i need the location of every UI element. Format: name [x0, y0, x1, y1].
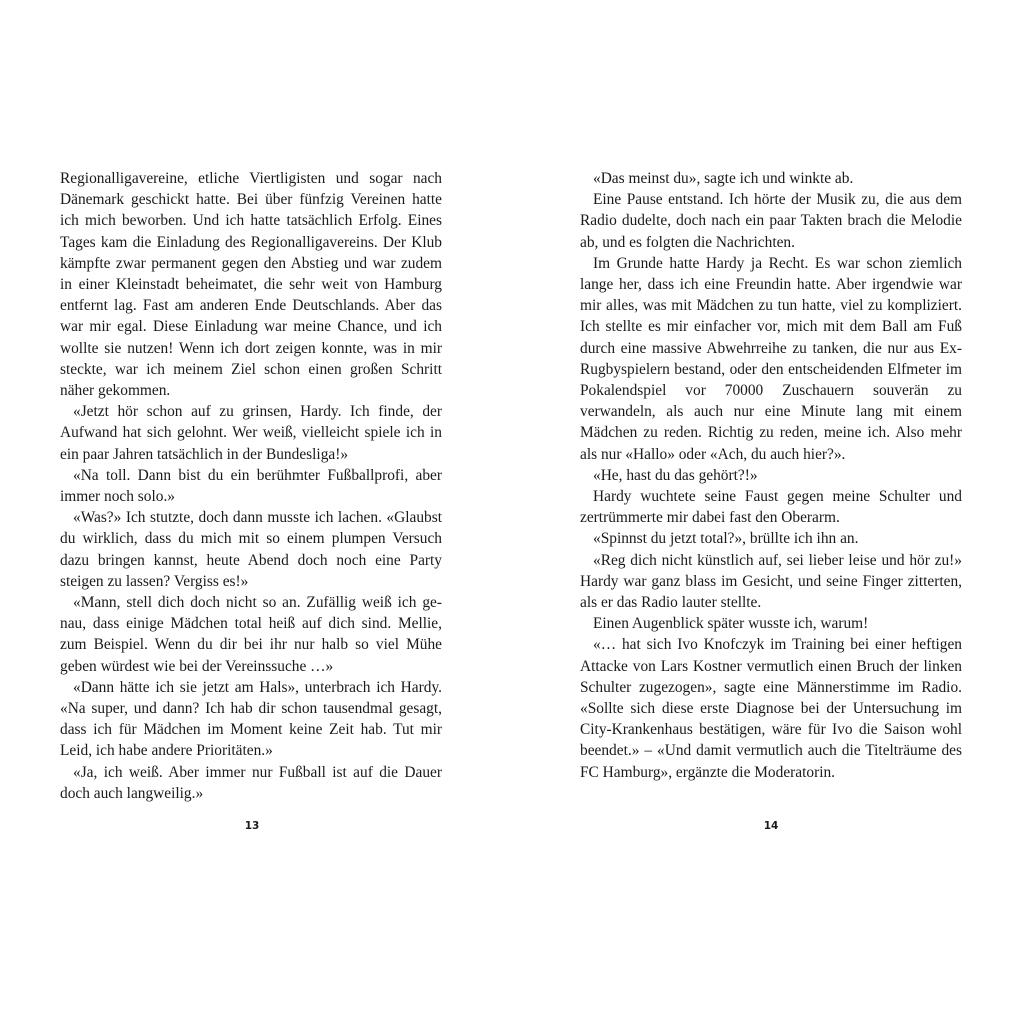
left-page-text — [60, 168, 442, 804]
paragraph: Im Grunde hatte Hardy ja Recht. Es war schon ziemlich lange her, dass ich eine Freundin hatte. Aber irgendwie war mir alles, was mit Mädchen zu tun hatte, viel zu kompliziert. Ich stellte es mir einfacher vor, mich mit dem Ball am Fuß durch eine massive Abwehrreihe zu tanken, die nur aus Ex-Rugbyspielern bestand, oder den entscheidenden Elfmeter im Pokalendspiel vor 70000 Zuschauern souverän zu verwandeln, als auch nur eine Minute lang mit einem Mädchen zu reden. Richtig zu reden, meine ich. Also mehr als nur «Hallo» oder «Ach, du auch hier?». — [580, 254, 962, 463]
paragraph: Eine Pause entstand. Ich hörte der Musik zu, die aus dem Radio dudelte, doch nach ein paar Takten brach die Melodie ab, und es folgten die Nachrichten. — [580, 191, 962, 251]
right-page-text — [580, 168, 962, 783]
paragraph: Regionalligavereine, etliche Viertligisten und sogar nach Dänemark geschickt hatte. Bei über fünfzig Vereinen hatte ich mich beworben. Und ich hatte tatsächlich Erfolg. Eines Tages kam die Einladung des Regionalligavereins. Der Klub kämpfte zwar permanent gegen den Abstieg und war zudem in einer Kleinstadt beheimatet, die sehr weit von Hamburg entfernt lag. Fast am anderen Ende Deutschlands. Aber das war mir egal. Diese Einladung war meine Chance, und ich wollte sie nutzen! Wenn ich dort zeigen konnte, was in mir steckte, war ich meinem Ziel schon einen großen Schritt näher gekommen. — [60, 170, 442, 400]
paragraph: «Jetzt hör schon auf zu grinsen, Hardy. Ich finde, der Aufwand hat sich gelohnt. Wer weiß, vielleicht spiele ich in ein paar Jahren tatsächlich in der Bundesliga!» — [60, 403, 442, 463]
paragraph: «Ja, ich weiß. Aber immer nur Fußball ist auf die Dauer doch auch langweilig.» — [60, 763, 442, 802]
paragraph: «Dann hätte ich sie jetzt am Hals», unterbrach ich Hardy. «Na super, und dann? Ich hab dir schon tausendmal gesagt, dass ich für Mädchen im Moment keine Zeit hab. Tut mir Leid, ich habe andere Prioritäten.» — [60, 678, 442, 760]
paragraph: «Was?» Ich stutzte, doch dann musste ich lachen. «Glaubst du wirklich, dass du mich mit so einem plumpen Versuch dazu bringen kannst, heute Abend doch noch eine Party steigen zu lassen? Vergiss es!» — [60, 509, 442, 590]
left-page-number: 13 — [244, 820, 260, 832]
paragraph: «He, hast du das gehört?!» — [593, 466, 758, 484]
paragraph: «Na toll. Dann bist du ein berühmter Fußballprofi, aber immer noch solo.» — [60, 466, 442, 506]
paragraph: «… hat sich Ivo Knofczyk im Training bei einer heftigen Attacke von Lars Kostner vermutlich einen Bruch der linken Schulter zugezogen», sagte eine Männerstimme im Radio. «Sollte sich diese erste Diagnose bei der Untersuchung im City-Krankenhaus bestätigen, wäre für Ivo die Saison wohl beendet.» – «Und damit vermutlich auch die Titelträume des FC Hamburg», ergänzte die Moderatorin. — [580, 636, 962, 781]
paragraph: Einen Augenblick später wusste ich, warum! — [593, 615, 869, 633]
paragraph: «Reg dich nicht künstlich auf, sei lieber leise und hör zu!» Hardy war ganz blass im Gesicht, und seine Finger zitterten, als er das Radio lauter stellte. — [580, 551, 962, 612]
paragraph: «Das meinst du», sagte ich und winkte ab. — [593, 170, 854, 187]
paragraph: Hardy wuchtete seine Faust gegen meine Schulter und zertrümmerte mir dabei fast den Oberarm. — [580, 488, 962, 527]
paragraph: «Mann, stell dich doch nicht so an. Zufällig weiß ich genau, dass einige Mädchen total heiß auf dich sind. Mellie, zum Beispiel. Wenn du dir bei ihr nur halb so viel Mühe geben würdest wie bei der Vereinssuche …» — [60, 594, 442, 675]
paragraph: «Spinnst du jetzt total?», brüllte ich ihn an. — [593, 530, 859, 548]
right-page-number: 14 — [763, 820, 779, 832]
